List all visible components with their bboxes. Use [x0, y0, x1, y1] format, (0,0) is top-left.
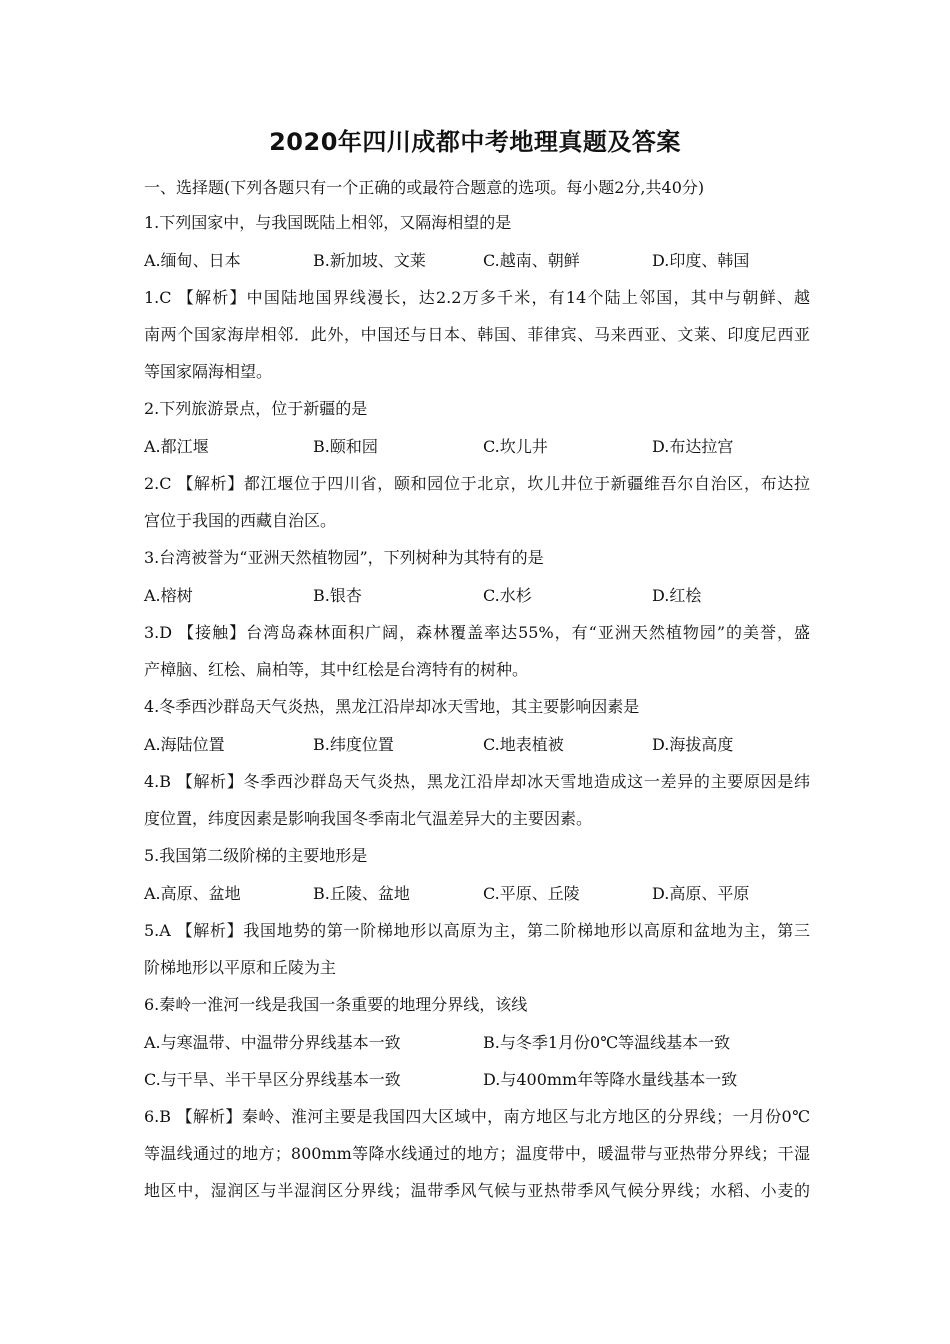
analysis-line: 等国家隔海相望。 — [144, 362, 273, 381]
question-stem: 4.冬季西沙群岛天气炎热，黑龙江沿岸却冰天雪地，其主要影响因素是 — [144, 697, 640, 716]
analysis-line: 1.C 【解析】中国陆地国界线漫长，达2.2万多千米，有14个陆上邻国，其中与朝鲜、越 — [144, 288, 810, 307]
question-stem: 1.下列国家中，与我国既陆上相邻，又隔海相望的是 — [144, 213, 512, 232]
option-b: B.丘陵、盆地 — [313, 884, 410, 903]
analysis-line: 产樟脑、红桧、扁柏等，其中红桧是台湾特有的树种。 — [144, 660, 529, 679]
option-b: B.纬度位置 — [313, 735, 394, 754]
option-a: A.榕树 — [144, 586, 193, 605]
analysis-line: 等温线通过的地方；800mm等降水线通过的地方；温度带中，暖温带与亚热带分界线；干湿 — [144, 1144, 810, 1163]
analysis-line: 度位置，纬度因素是影响我国冬季南北气温差异大的主要因素。 — [144, 809, 593, 828]
page-title: 2020年四川成都中考地理真题及答案 — [269, 128, 681, 156]
analysis-line: 地区中，湿润区与半湿润区分界线；温带季风气候与亚热带季风气候分界线；水稻、小麦的 — [144, 1181, 810, 1200]
question-stem: 6.秦岭一淮河一线是我国一条重要的地理分界线，该线 — [144, 995, 528, 1014]
option-d: D.印度、韩国 — [652, 251, 750, 270]
option-c: C.地表植被 — [483, 735, 564, 754]
question-stem: 2.下列旅游景点，位于新疆的是 — [144, 399, 368, 418]
option-c: C.坎儿井 — [483, 437, 548, 456]
option-d: D.红桧 — [652, 586, 702, 605]
option-b: B.银杏 — [313, 586, 362, 605]
option-d: D.海拔高度 — [652, 735, 734, 754]
option-c: C.水杉 — [483, 586, 532, 605]
option-b: B.颐和园 — [313, 437, 378, 456]
analysis-line: 6.B 【解析】秦岭、淮河主要是我国四大区域中，南方地区与北方地区的分界线；一月份0℃ — [144, 1107, 810, 1126]
section-header: 一、选择题(下列各题只有一个正确的或最符合题意的选项。每小题2分,共40分) — [144, 178, 705, 197]
analysis-line: 2.C 【解析】都江堰位于四川省，颐和园位于北京，坎儿井位于新疆维吾尔自治区，布达拉 — [144, 474, 810, 493]
analysis-line: 3.D 【接触】台湾岛森林面积广阔，森林覆盖率达55%，有“亚洲天然植物园”的美誉，盛 — [144, 623, 810, 642]
option-d: D.与400mm年等降水量线基本一致 — [483, 1070, 738, 1089]
option-a: A.海陆位置 — [144, 735, 225, 754]
option-d: D.布达拉宫 — [652, 437, 734, 456]
option-b: B.与冬季1月份0℃等温线基本一致 — [483, 1033, 731, 1052]
question-stem: 3.台湾被誉为“亚洲天然植物园”，下列树种为其特有的是 — [144, 548, 544, 567]
analysis-line: 阶梯地形以平原和丘陵为主 — [144, 958, 337, 977]
option-c: C.平原、丘陵 — [483, 884, 580, 903]
option-a: A.高原、盆地 — [144, 884, 241, 903]
option-a: A.缅甸、日本 — [144, 251, 241, 270]
analysis-line: 南两个国家海岸相邻．此外，中国还与日本、韩国、菲律宾、马来西亚、文莱、印度尼西亚 — [144, 325, 810, 344]
option-d: D.高原、平原 — [652, 884, 750, 903]
option-c: C.与干旱、半干旱区分界线基本一致 — [144, 1070, 401, 1089]
option-a: A.都江堰 — [144, 437, 209, 456]
option-c: C.越南、朝鲜 — [483, 251, 580, 270]
analysis-line: 宫位于我国的西藏自治区。 — [144, 511, 337, 530]
analysis-line: 5.A 【解析】我国地势的第一阶梯地形以高原为主，第二阶梯地形以高原和盆地为主，第三 — [144, 921, 810, 940]
question-stem: 5.我国第二级阶梯的主要地形是 — [144, 846, 368, 865]
option-b: B.新加坡、文莱 — [313, 251, 426, 270]
option-a: A.与寒温带、中温带分界线基本一致 — [144, 1033, 401, 1052]
analysis-line: 4.B 【解析】冬季西沙群岛天气炎热，黑龙江沿岸却冰天雪地造成这一差异的主要原因是纬 — [144, 772, 810, 791]
